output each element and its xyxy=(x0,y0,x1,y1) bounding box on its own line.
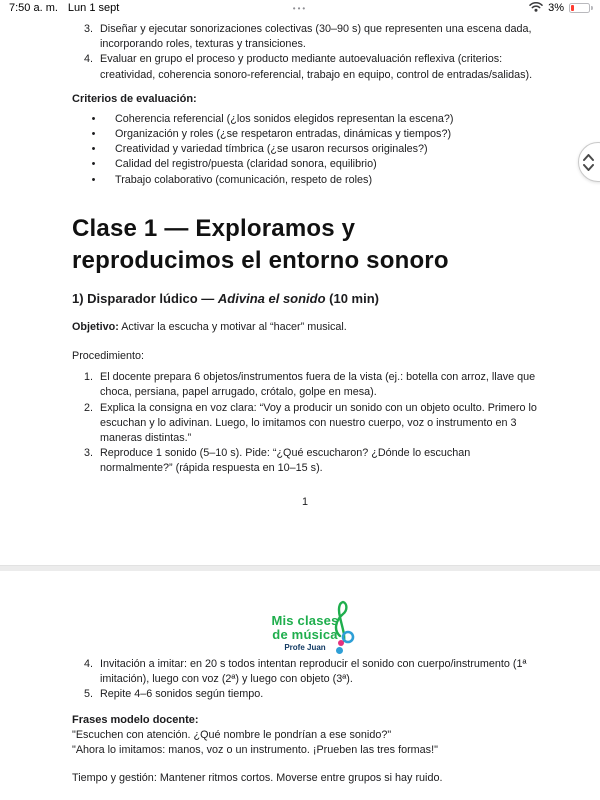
procedure-numbered-list-continued xyxy=(72,657,538,703)
list-item xyxy=(72,22,538,52)
bullet-marker: • xyxy=(91,143,96,156)
document-page-2 xyxy=(0,571,600,800)
logo xyxy=(245,603,365,655)
criterios-bullet-list xyxy=(72,112,538,188)
section-heading-italic: Adivina el sonido xyxy=(217,290,326,306)
objetivo-label: Objetivo: xyxy=(72,320,119,333)
logo-line-2: de música xyxy=(272,626,338,642)
list-item xyxy=(72,127,538,142)
item-text: Trabajo colaborativo (comunicación, respeto de roles) xyxy=(115,173,373,186)
item-text: Organización y roles (¿se respetaron entradas, dinámicas y tiempos?) xyxy=(115,128,452,141)
item-text: Invitación a imitar: en 20 s todos intentan reproducir el sonido con cuerpo/instrumento (1ª imitación), luego con voz (2ª) y luego con objeto (3ª). xyxy=(100,658,527,686)
procedure-numbered-list xyxy=(72,370,538,476)
section-heading xyxy=(72,290,538,308)
list-item xyxy=(72,52,538,82)
item-number: 4. xyxy=(83,53,93,66)
list-item xyxy=(72,401,538,447)
objetivo-line xyxy=(72,320,538,335)
item-text: Reproduce 1 sonido (5–10 s). Pide: “¿Qué escucharon? ¿Dónde lo escuchan normalmente?” (rápida respuesta en 10–15 s). xyxy=(100,447,471,475)
main-heading: Clase 1 — Exploramos y reproducimos el entorno sonoro xyxy=(72,214,449,274)
list-item xyxy=(72,157,538,172)
battery-percentage: 3% xyxy=(548,2,564,14)
bullet-marker: • xyxy=(91,112,96,125)
clock: 7:50 a. m. xyxy=(9,2,58,14)
list-item xyxy=(72,657,538,687)
procedimiento-label: Procedimiento: xyxy=(72,350,145,363)
list-item xyxy=(72,173,538,188)
section-heading-prefix: 1) Disparador lúdico — xyxy=(72,290,218,306)
logo-byline: Profe Juan xyxy=(284,643,326,652)
item-number: 2. xyxy=(83,401,93,414)
list-item xyxy=(72,446,538,476)
quote-line-2: "Ahora lo imitamos: manos, voz o un instrumento. ¡Prueben las tres formas!" xyxy=(72,743,438,756)
criterios-heading: Criterios de evaluación: xyxy=(72,92,197,105)
quote-line-1: "Escuchen con atención. ¿Qué nombre le pondrían a ese sonido?" xyxy=(72,728,392,741)
frases-heading: Frases modelo docente: xyxy=(72,713,199,726)
document-page-1 xyxy=(0,16,600,565)
item-text: Creatividad y variedad tímbrica (¿se usaron recursos originales?) xyxy=(115,143,428,156)
item-text: Calidad del registro/puesta (claridad sonora, equilibrio) xyxy=(115,158,377,171)
item-text: Diseñar y ejecutar sonorizaciones colectivas (30–90 s) que representen una escena dada, incorporando roles, texturas y transiciones. xyxy=(100,23,532,51)
treble-clef-icon xyxy=(331,600,357,653)
item-text: El docente prepara 6 objetos/instrumentos fuera de la vista (ej.: botella con arroz, llave que choca, persiana, papel arrugado, crótalo, golpe en mesa). xyxy=(100,371,536,399)
page-number: 1 xyxy=(301,495,308,508)
list-item xyxy=(72,112,538,127)
item-text: Evaluar en grupo el proceso y producto mediante autoevaluación reflexiva (criterios: creatividad, coherencia sonoro-referencial, trabajo en equipo, control de entradas/salidas). xyxy=(100,53,533,81)
intro-numbered-list xyxy=(72,22,538,83)
item-text: Coherencia referencial (¿los sonidos elegidos representan la escena?) xyxy=(115,112,454,125)
item-number: 1. xyxy=(83,371,93,384)
status-date: Lun 1 sept xyxy=(67,2,120,14)
logo-line-1: Mis clases xyxy=(271,613,339,628)
bullet-marker: • xyxy=(91,173,96,186)
tiempo-text: Tiempo y gestión: Mantener ritmos cortos. Moverse entre grupos si hay ruido. xyxy=(72,772,443,785)
chevron-up-icon xyxy=(583,154,594,161)
item-number: 4. xyxy=(83,658,93,670)
objetivo-text: Activar la escucha y motivar al “hacer” musical. xyxy=(118,320,347,333)
list-item xyxy=(72,687,538,702)
status-bar xyxy=(0,0,600,16)
bullet-marker: • xyxy=(91,158,96,171)
list-item xyxy=(72,142,538,157)
item-text: Explica la consigna en voz clara: “Voy a producir un sonido con un objeto oculto. Primero lo escuchan y lo adivinan. Luego, lo imitamos con nuestro cuerpo, voz o instrumento en 3 maneras distintas.” xyxy=(100,401,537,445)
multitask-indicator: ••• xyxy=(292,3,308,13)
item-number: 5. xyxy=(83,688,93,701)
battery-icon xyxy=(569,3,593,13)
section-heading-suffix: (10 min) xyxy=(325,290,380,306)
item-text: Repite 4–6 sonidos según tiempo. xyxy=(100,688,264,701)
list-item xyxy=(72,370,538,400)
item-number: 3. xyxy=(83,23,93,35)
logo-swirl-icon xyxy=(336,647,343,654)
bullet-marker: • xyxy=(91,128,96,141)
chevron-down-icon xyxy=(583,164,594,171)
item-number: 3. xyxy=(83,447,93,460)
